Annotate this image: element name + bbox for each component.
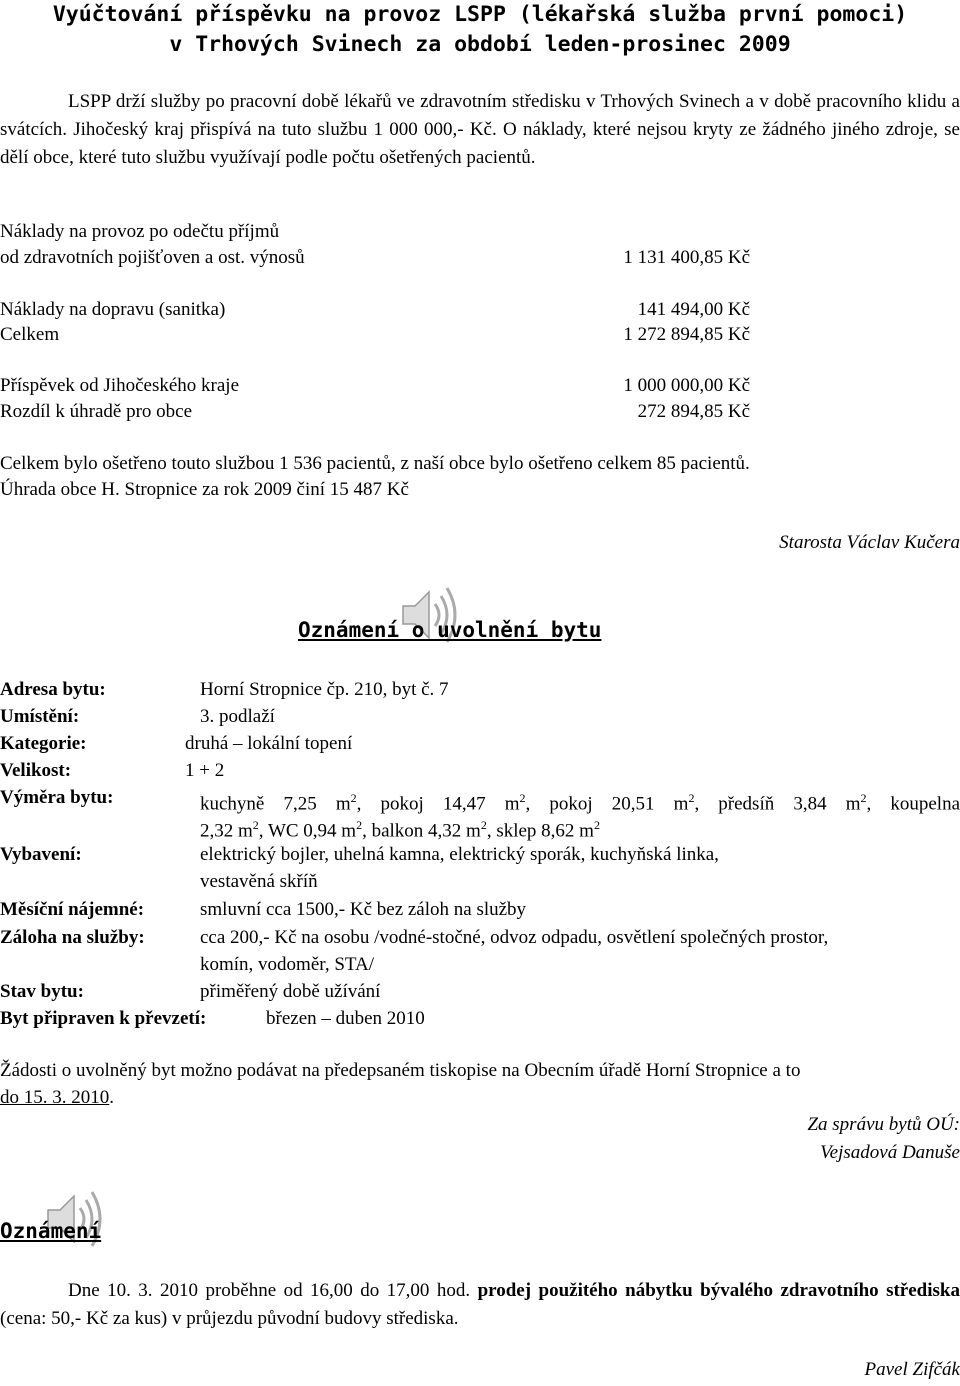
lspp-signature: Starosta Václav Kučera — [779, 532, 960, 553]
address-label: Adresa bytu: — [0, 679, 106, 700]
sup: 2 — [593, 818, 600, 832]
lspp-title-line-1: Vyúčtování příspěvku na provoz LSPP (lékařská služba první pomoci) — [52, 2, 908, 27]
requests-line-1: Žádosti o uvolněný byt možno podávat na předepsaném tiskopise na Obecním úřadě Horní Stropnice a to — [0, 1060, 801, 1081]
deposit-label: Záloha na služby: — [0, 927, 145, 948]
notice-text-bold: prodej použitého nábytku bývalého zdravotního střediska — [477, 1280, 960, 1301]
contribution-value: 1 000 000,00 Kč — [623, 375, 750, 396]
difference-value: 272 894,85 Kč — [637, 401, 750, 422]
area-wc: , WC 0,94 m — [258, 820, 357, 842]
rent-value: smluvní cca 1500,- Kč bez záloh na služby — [200, 899, 527, 920]
deposit-value-1: cca 200,- Kč na osobu /vodné-stočné, odvoz odpadu, osvětlení společných prostor, — [200, 927, 829, 948]
area-value-line-2 — [200, 812, 600, 844]
sup: 2 — [252, 818, 259, 832]
deposit-value-2: komín, vodoměr, STA/ — [200, 954, 374, 975]
notice-signature: Pavel Zifčák — [864, 1359, 960, 1380]
lspp-title-line-2: v Trhových Svinech za období leden-prosinec 2009 — [169, 32, 791, 57]
costs-label-2: od zdravotních pojišťoven a ost. výnosů — [0, 247, 305, 268]
state-label: Stav bytu: — [0, 981, 84, 1002]
area-room-1: , pokoj 14,47 m — [356, 793, 520, 815]
area-label: Výměra bytu: — [0, 787, 114, 808]
sup: 2 — [356, 818, 363, 832]
sup: 2 — [350, 791, 357, 805]
flat-signature-line-1: Za správu bytů OÚ: — [807, 1114, 960, 1135]
address-value: Horní Stropnice čp. 210, byt č. 7 — [200, 679, 449, 700]
notice-text-tail: (cena: 50,- Kč za kus) v průjezdu původní budovy střediska. — [0, 1308, 459, 1329]
notice-text-normal: Dne 10. 3. 2010 proběhne od 16,00 do 17,00 hod. — [68, 1280, 478, 1301]
summary-line-2: Úhrada obce H. Stropnice za rok 2009 činí 15 487 Kč — [0, 479, 409, 500]
equipment-value-1: elektrický bojler, uhelná kamna, elektrický sporák, kuchyňská linka, — [200, 844, 719, 865]
notice-heading: Oznámení — [0, 1219, 102, 1243]
sup: 2 — [688, 791, 695, 805]
total-value: 1 272 894,85 Kč — [623, 324, 750, 345]
area-room-2: , pokoj 20,51 m — [525, 793, 689, 815]
equipment-value-2: vestavěná skříň — [200, 871, 318, 892]
category-label: Kategorie: — [0, 733, 87, 754]
flat-heading: Oznámení o uvolnění bytu — [298, 618, 602, 642]
contribution-label: Příspěvek od Jihočeského kraje — [0, 375, 240, 396]
area-kitchen: kuchyně 7,25 m — [200, 793, 351, 815]
size-value: 1 + 2 — [185, 760, 225, 781]
location-value: 3. podlaží — [200, 706, 275, 727]
ready-label: Byt připraven k převzetí: — [0, 1008, 207, 1029]
area-bathroom: , koupelna — [866, 793, 960, 815]
sup: 2 — [519, 791, 526, 805]
total-label: Celkem — [0, 324, 60, 345]
area-bathroom-size: 2,32 m — [200, 820, 253, 842]
difference-label: Rozdíl k úhradě pro obce — [0, 401, 193, 422]
lspp-intro: LSPP drží služby po pracovní době lékařů ve zdravotním středisku v Trhových Svinech a v době pracovního klidu a svátcích. Jihočeský kraj přispívá na tuto službu 1 000 000,- Kč. O náklady, které nejsou kryty ze žádného jiného zdroje, se dělí obce, které tuto službu využívají podle počtu ošetřených pacientů. — [0, 91, 960, 168]
requests-line-2 — [0, 1085, 114, 1111]
transport-value: 141 494,00 Kč — [637, 299, 750, 320]
costs-label-1: Náklady na provoz po odečtu příjmů — [0, 221, 280, 242]
location-label: Umístění: — [0, 706, 80, 727]
lspp-title — [0, 0, 960, 60]
requests-end: . — [109, 1087, 114, 1108]
area-balcony: , balkon 4,32 m — [362, 820, 481, 842]
ready-value: březen – duben 2010 — [266, 1008, 425, 1029]
summary-line-1: Celkem bylo ošetřeno touto službou 1 536 pacientů, z naší obce bylo ošetřeno celkem 85 pacientů. — [0, 453, 750, 474]
sup: 2 — [480, 818, 487, 832]
rent-label: Měsíční nájemné: — [0, 899, 145, 920]
state-value: přiměřený době užívání — [200, 981, 381, 1002]
area-hall: , předsíň 3,84 m — [694, 793, 861, 815]
notice-text — [0, 1277, 960, 1333]
area-cellar: , sklep 8,62 m — [486, 820, 594, 842]
requests-date: do 15. 3. 2010 — [0, 1087, 110, 1108]
sup: 2 — [860, 791, 867, 805]
transport-label: Náklady na dopravu (sanitka) — [0, 299, 226, 320]
costs-value: 1 131 400,85 Kč — [623, 247, 750, 268]
equipment-label: Vybavení: — [0, 844, 82, 865]
flat-signature-line-2: Vejsadová Danuše — [820, 1142, 960, 1163]
size-label: Velikost: — [0, 760, 72, 781]
category-value: druhá – lokální topení — [185, 733, 353, 754]
